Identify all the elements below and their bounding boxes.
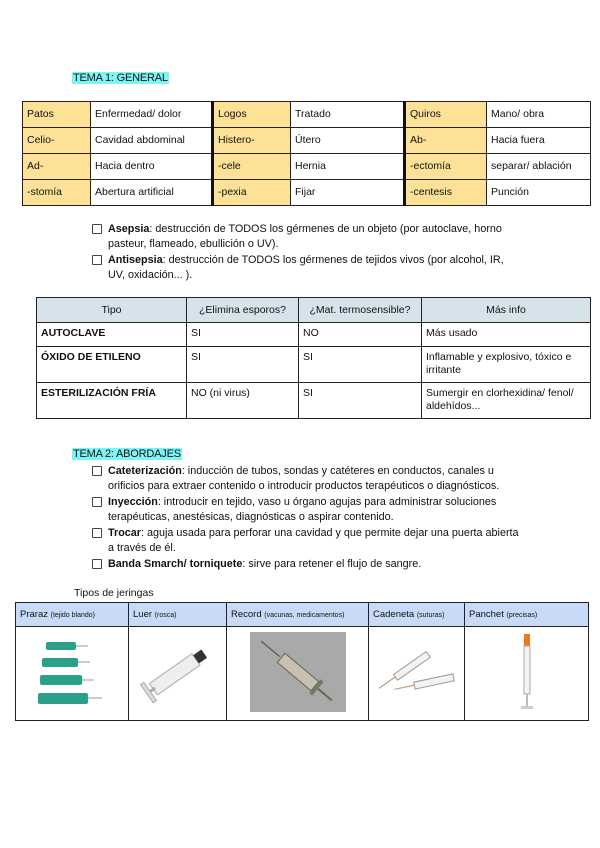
- syringe-type-header: [129, 603, 227, 627]
- definition: : sirve para retener el flujo de sangre.: [242, 558, 422, 570]
- tema1-list: [92, 222, 522, 283]
- syringe-name: Praraz: [20, 608, 48, 620]
- term: Trocar: [108, 527, 142, 539]
- syringe-type-header: [16, 603, 129, 627]
- syringe-note: (vacunas, medicamentos): [264, 611, 345, 619]
- meaning-cell: Tratado: [291, 102, 405, 128]
- syringe-image-praraz: [16, 627, 129, 721]
- syringes-caption: Tipos de jeringas: [74, 587, 154, 599]
- prefix-table: [22, 101, 591, 206]
- prefix-cell: -centesis: [405, 180, 487, 206]
- meaning-cell: Hernia: [291, 154, 405, 180]
- checkbox[interactable]: [92, 559, 102, 569]
- table-cell: NO (ni virus): [187, 383, 299, 419]
- prefix-cell: Logos: [213, 102, 291, 128]
- column-header: ¿Elimina esporos?: [187, 298, 299, 323]
- sterilization-table: [36, 297, 591, 419]
- syringe-name: Record: [231, 608, 262, 620]
- syringe-note: (precisas): [506, 611, 538, 619]
- table-row: [37, 383, 591, 419]
- list-item: [92, 526, 522, 555]
- syringe-table: [15, 602, 589, 721]
- table-cell: Más usado: [422, 323, 591, 347]
- syringe-note: (tejido blando): [50, 611, 95, 619]
- meaning-cell: separar/ ablación: [487, 154, 591, 180]
- table-row: [23, 102, 591, 128]
- meaning-cell: Hacia fuera: [487, 128, 591, 154]
- definition: : inducción de tubos, sondas y catéteres en conductos, canales u orificios para extraer contenido o introducir productos terapéuticos o diagnósticos.: [108, 465, 500, 492]
- meaning-cell: Útero: [291, 128, 405, 154]
- table-cell: SI: [299, 383, 422, 419]
- checkbox[interactable]: [92, 224, 102, 234]
- prefix-cell: Ad-: [23, 154, 91, 180]
- prefix-cell: -stomía: [23, 180, 91, 206]
- table-cell: ESTERILIZACIÓN FRÍA: [37, 383, 187, 419]
- tema2-list: [92, 464, 522, 574]
- syringe-note: (suturas): [416, 611, 445, 619]
- section-title-tema1: TEMA 1: GENERAL: [73, 72, 168, 84]
- table-cell: SI: [187, 323, 299, 347]
- prefix-cell: Celio-: [23, 128, 91, 154]
- syringe-image-record: [227, 627, 369, 721]
- list-item: [92, 495, 522, 524]
- definition: : introducir en tejido, vaso u órgano agujas para administrar soluciones terapéuticas, anestésicas, diagnósticas o aspirar contenido.: [108, 496, 497, 523]
- meaning-cell: Cavidad abdominal: [91, 128, 213, 154]
- definition: : aguja usada para perforar una cavidad y que permite dejar una puerta abierta a través de él.: [108, 527, 519, 554]
- table-row: [37, 347, 591, 383]
- table-row: [23, 154, 591, 180]
- syringe-name: Panchet: [469, 608, 504, 620]
- list-item: [92, 557, 522, 572]
- meaning-cell: Hacia dentro: [91, 154, 213, 180]
- table-cell: NO: [299, 323, 422, 347]
- section-title-tema2: TEMA 2: ABORDAJES: [73, 448, 181, 460]
- syringe-name: Cadeneta: [373, 608, 415, 620]
- meaning-cell: Abertura artificial: [91, 180, 213, 206]
- meaning-cell: Fijar: [291, 180, 405, 206]
- table-cell: AUTOCLAVE: [37, 323, 187, 347]
- syringe-type-header: [465, 603, 589, 627]
- table-cell: Sumergir en clorhexidina/ fenol/ aldehídos...: [422, 383, 591, 419]
- table-row: [37, 323, 591, 347]
- syringe-image-cadeneta: [369, 627, 465, 721]
- checkbox[interactable]: [92, 255, 102, 265]
- prefix-cell: Histero-: [213, 128, 291, 154]
- checkbox[interactable]: [92, 528, 102, 538]
- prefix-cell: -ectomía: [405, 154, 487, 180]
- term: Banda Smarch/ torniquete: [108, 558, 243, 570]
- term: Cateterización: [108, 465, 182, 477]
- syringe-type-header: [369, 603, 465, 627]
- syringe-image-panchet: [465, 627, 589, 721]
- meaning-cell: Punción: [487, 180, 591, 206]
- table-cell: SI: [187, 347, 299, 383]
- list-item-antisepsia: Antisepsia: destrucción de TODOS los gérmenes de tejidos vivos (por alcohol, IR, UV, oxidación... ).: [92, 253, 522, 282]
- table-cell: Inflamable y explosivo, tóxico e irritante: [422, 347, 591, 383]
- prefix-cell: -cele: [213, 154, 291, 180]
- table-row: [23, 180, 591, 206]
- syringe-image-luer: [129, 627, 227, 721]
- table-row: [23, 128, 591, 154]
- column-header: Tipo: [37, 298, 187, 323]
- table-cell: ÓXIDO DE ETILENO: [37, 347, 187, 383]
- syringe-name: Luer: [133, 608, 153, 620]
- syringe-type-header: [227, 603, 369, 627]
- table-cell: SI: [299, 347, 422, 383]
- list-item-asepsia: Asepsia: destrucción de TODOS los gérmenes de un objeto (por autoclave, horno pasteur, flameado, ebullición o UV).: [92, 222, 522, 251]
- column-header: ¿Mat. termosensible?: [299, 298, 422, 323]
- checkbox[interactable]: [92, 497, 102, 507]
- meaning-cell: Enfermedad/ dolor: [91, 102, 213, 128]
- prefix-cell: Quiros: [405, 102, 487, 128]
- prefix-cell: Ab-: [405, 128, 487, 154]
- meaning-cell: Mano/ obra: [487, 102, 591, 128]
- term: Inyección: [108, 496, 158, 508]
- list-item: [92, 464, 522, 493]
- column-header: Más info: [422, 298, 591, 323]
- prefix-cell: Patos: [23, 102, 91, 128]
- prefix-cell: -pexia: [213, 180, 291, 206]
- checkbox[interactable]: [92, 466, 102, 476]
- syringe-note: (rosca): [154, 611, 177, 619]
